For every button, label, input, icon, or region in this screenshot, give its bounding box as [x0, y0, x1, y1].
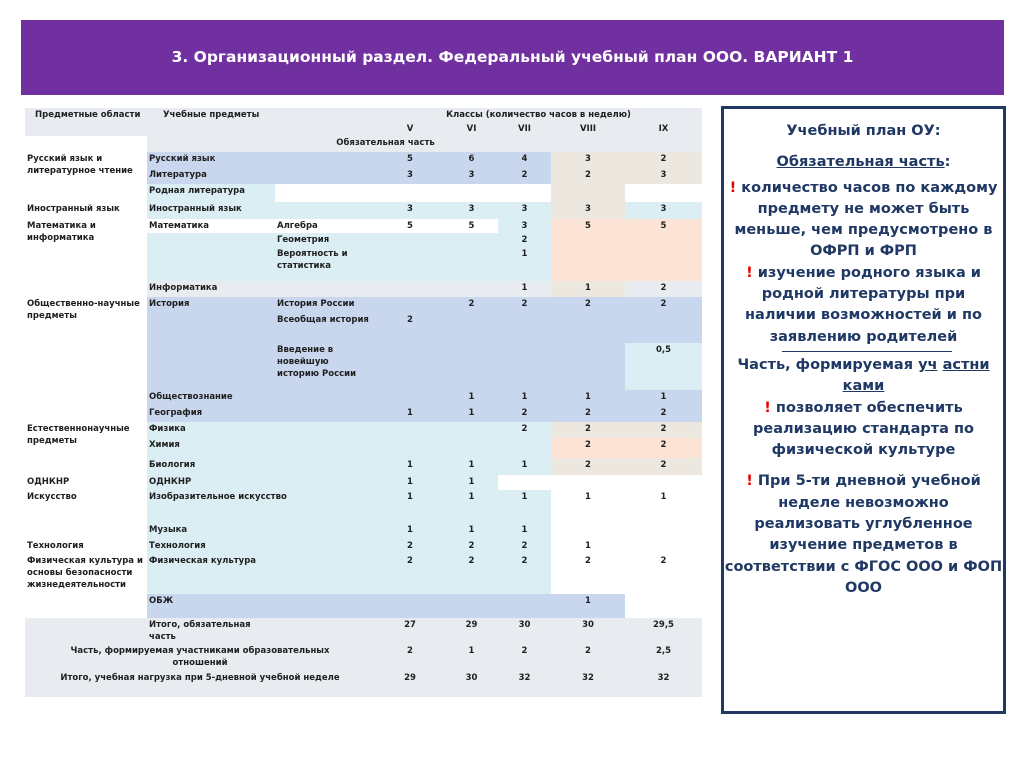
hours-ix: 1 [625, 490, 702, 523]
hours-ix: 2 [625, 297, 702, 313]
total-v: 27 [375, 618, 445, 644]
header-areas: Предметные области [25, 108, 147, 122]
slide-title: 3. Организационный раздел. Федеральный учебный план ООО. ВАРИАНТ 1 [171, 48, 854, 66]
header-subjects: Учебные предметы [147, 108, 275, 122]
grade-v: V [375, 122, 445, 136]
participants-heading-b: уч [918, 356, 938, 373]
subject-cell: Технология [147, 539, 375, 554]
subject-cell [147, 247, 275, 281]
total-vi: 1 [445, 644, 498, 671]
hours-viii: 2 [551, 297, 625, 313]
subject-cell: Химия [147, 438, 375, 458]
notes-item-text: количество часов по каждому предмету не может быть меньше, чем предусмотрено в ОФРП и ФРП [734, 179, 998, 260]
notes-item-text: изучение родного языка и родной литературы при наличии возможностей и по заявлению родителей [745, 264, 982, 345]
participants-heading-c: астни ками [842, 356, 990, 395]
mandatory-colon: : [944, 154, 951, 171]
hours-viii: 1 [551, 539, 625, 554]
total-vii: 2 [498, 644, 551, 671]
hours-vii: 1 [498, 490, 551, 523]
hours-vi: 1 [445, 390, 498, 406]
total-v: 2 [375, 644, 445, 671]
header-classes: Классы (количество часов в неделю) [375, 108, 702, 122]
hours-v: 5 [375, 219, 445, 233]
hours-vi: 1 [445, 475, 498, 490]
hours-ix: 0,5 [625, 343, 702, 390]
table-row [25, 422, 702, 438]
hours-v: 3 [375, 168, 445, 184]
exclamation-icon: ! [746, 473, 753, 490]
notes-item [724, 471, 1003, 599]
subject-cell: Музыка [147, 523, 375, 539]
hours-vii: 3 [498, 202, 551, 219]
area-cell: Математика и информатика [25, 219, 147, 281]
hours-vii: 1 [498, 458, 551, 475]
hours-viii: 3 [551, 202, 625, 219]
subject-cell: Физика [147, 422, 375, 438]
table-row [25, 297, 702, 313]
hours-vii: 2 [498, 297, 551, 313]
hours-vii: 1 [498, 390, 551, 406]
header-grades-row [25, 122, 702, 136]
hours-vii: 4 [498, 152, 551, 168]
subject-cell: ОДНКНР [147, 475, 375, 490]
hours-viii: 1 [551, 281, 625, 297]
total-vii: 32 [498, 671, 551, 697]
subject-cell: Иностранный язык [147, 202, 375, 219]
hours-ix: 2 [625, 406, 702, 422]
table-row [25, 475, 702, 490]
hours-ix: 1 [625, 390, 702, 406]
area-cell: Русский язык и литературное чтение [25, 152, 147, 202]
hours-v: 1 [375, 490, 445, 523]
exclamation-icon: ! [746, 264, 753, 281]
hours-vi: 3 [445, 202, 498, 219]
subject-cell: История [147, 297, 275, 390]
hours-vii: 3 [498, 219, 551, 233]
hours-v: 1 [375, 475, 445, 490]
total-v: 29 [375, 671, 445, 697]
table-row [25, 539, 702, 554]
table-row [25, 281, 702, 297]
subject-cell: Обществознание [147, 390, 375, 406]
total-label: Итого, учебная нагрузка при 5-дневной учебной неделе [25, 671, 375, 697]
subject-cell: Физическая культура [147, 554, 375, 594]
total-row [25, 671, 702, 697]
area-cell: Иностранный язык [25, 202, 147, 219]
exclamation-icon: ! [764, 399, 771, 416]
hours-vii: 1 [498, 523, 551, 539]
area-cell: Искусство [25, 490, 147, 539]
grade-vi: VI [445, 122, 498, 136]
hours-ix: 3 [625, 202, 702, 219]
table-row [25, 554, 702, 594]
hours-ix: 2 [625, 281, 702, 297]
subject-cell: Биология [147, 458, 375, 475]
sub-subject-cell: Геометрия [275, 233, 375, 247]
hours-v: 2 [375, 554, 445, 594]
hours-ix: 2 [625, 554, 702, 594]
hours-vii: 1 [498, 281, 551, 297]
hours-v: 1 [375, 458, 445, 475]
grade-ix: IX [625, 122, 702, 136]
notes-section-mandatory [724, 152, 1003, 173]
hours-ix: 3 [625, 168, 702, 184]
hours-vi: 2 [445, 554, 498, 594]
hours-vi: 2 [445, 539, 498, 554]
curriculum-table [25, 108, 702, 697]
hours-vi: 1 [445, 406, 498, 422]
hours-viii: 2 [551, 168, 625, 184]
hours-vi: 2 [445, 297, 498, 313]
table-row [25, 219, 702, 233]
area-cell: ОДНКНР [25, 475, 147, 490]
mandatory-row [25, 136, 702, 152]
subject-cell: Математика [147, 219, 275, 233]
hours-vii: 2 [498, 539, 551, 554]
sub-subject-cell: Введение в новейшую историю России [275, 343, 375, 390]
notes-item-text: позволяет обеспечить реализацию стандарта по физической культуре [753, 399, 974, 459]
area-cell: Физическая культура и основы безопасности жизнедеятельности [25, 554, 147, 618]
hours-viii: 2 [551, 438, 625, 458]
hours-viii: 3 [551, 152, 625, 168]
hours-ix: 2 [625, 438, 702, 458]
sub-subject-cell: Всеобщая история [275, 313, 375, 343]
hours-ix: 2 [625, 422, 702, 438]
notes-item [724, 398, 1003, 462]
total-vi: 30 [445, 671, 498, 697]
table-row [25, 202, 702, 219]
hours-vii: 2 [498, 168, 551, 184]
total-ix: 32 [625, 671, 702, 697]
hours-vi: 1 [445, 490, 498, 523]
subject-cell: ОБЖ [147, 594, 375, 618]
hours-vii: 1 [498, 247, 551, 281]
hours-v: 2 [375, 313, 445, 343]
subject-cell: Русский язык [147, 152, 375, 168]
total-vi: 29 [445, 618, 498, 644]
hours-viii: 2 [551, 406, 625, 422]
hours-vii: 2 [498, 554, 551, 594]
area-cell: Технология [25, 539, 147, 554]
total-viii: 32 [551, 671, 625, 697]
hours-ix: 2 [625, 458, 702, 475]
hours-viii: 5 [551, 219, 625, 233]
table-row [25, 490, 702, 523]
hours-vii: 2 [498, 233, 551, 247]
hours-vii: 2 [498, 406, 551, 422]
total-label: Итого, обязательная часть [147, 618, 275, 644]
divider-line [782, 351, 952, 352]
hours-v: 5 [375, 152, 445, 168]
hours-viii: 1 [551, 490, 625, 523]
hours-viii: 2 [551, 554, 625, 594]
hours-ix: 2 [625, 152, 702, 168]
hours-v: 1 [375, 523, 445, 539]
sub-subject-cell: Вероятность и статистика [275, 247, 375, 281]
hours-vi: 1 [445, 523, 498, 539]
sub-subject-cell: Алгебра [275, 219, 375, 233]
notes-item-text: При 5-ти дневной учебной неделе невозможно реализовать углубленное изучение предметов в соответствии с ФГОС ООО и ФОП ООО [724, 473, 1003, 596]
subject-cell: Изобразительное искусство [147, 490, 375, 523]
hours-vi: 1 [445, 458, 498, 475]
hours-vi: 3 [445, 168, 498, 184]
mandatory-heading: Обязательная часть [776, 154, 945, 171]
hours-vii: 2 [498, 422, 551, 438]
subject-cell: Родная литература [147, 184, 275, 202]
header-row [25, 108, 702, 122]
area-cell: Общественно-научные предметы [25, 297, 147, 422]
hours-vi: 5 [445, 219, 498, 233]
total-viii: 2 [551, 644, 625, 671]
curriculum-notes-box [721, 106, 1006, 714]
area-cell: Естественнонаучные предметы [25, 422, 147, 475]
total-row [25, 618, 702, 644]
mandatory-label: Обязательная часть [147, 136, 702, 152]
notes-section-participants [724, 355, 1003, 398]
notes-text [724, 121, 1003, 599]
total-ix: 29,5 [625, 618, 702, 644]
total-viii: 30 [551, 618, 625, 644]
participants-heading-a: Часть, формируемая [737, 356, 919, 373]
grade-viii: VIII [551, 122, 625, 136]
hours-ix: 5 [625, 219, 702, 233]
hours-v: 1 [375, 406, 445, 422]
notes-item [724, 263, 1003, 348]
subject-cell: География [147, 406, 375, 422]
sub-subject-cell: История России [275, 297, 375, 313]
grade-vii: VII [498, 122, 551, 136]
total-label: Часть, формируемая участниками образовательных отношений [25, 644, 375, 671]
hours-v: 3 [375, 202, 445, 219]
hours-vi: 6 [445, 152, 498, 168]
subject-cell [147, 233, 275, 247]
hours-v: 2 [375, 539, 445, 554]
notes-title: Учебный план ОУ: [786, 123, 941, 139]
total-ix: 2,5 [625, 644, 702, 671]
hours-viii: 2 [551, 422, 625, 438]
title-banner [21, 20, 1004, 95]
total-row [25, 644, 702, 671]
hours-viii: 1 [551, 594, 625, 618]
hours-viii: 1 [551, 390, 625, 406]
exclamation-icon: ! [729, 179, 737, 196]
subject-cell: Литература [147, 168, 375, 184]
hours-viii: 2 [551, 458, 625, 475]
subject-cell: Информатика [147, 281, 375, 297]
table-row [25, 152, 702, 168]
notes-item [724, 178, 1003, 263]
total-vii: 30 [498, 618, 551, 644]
